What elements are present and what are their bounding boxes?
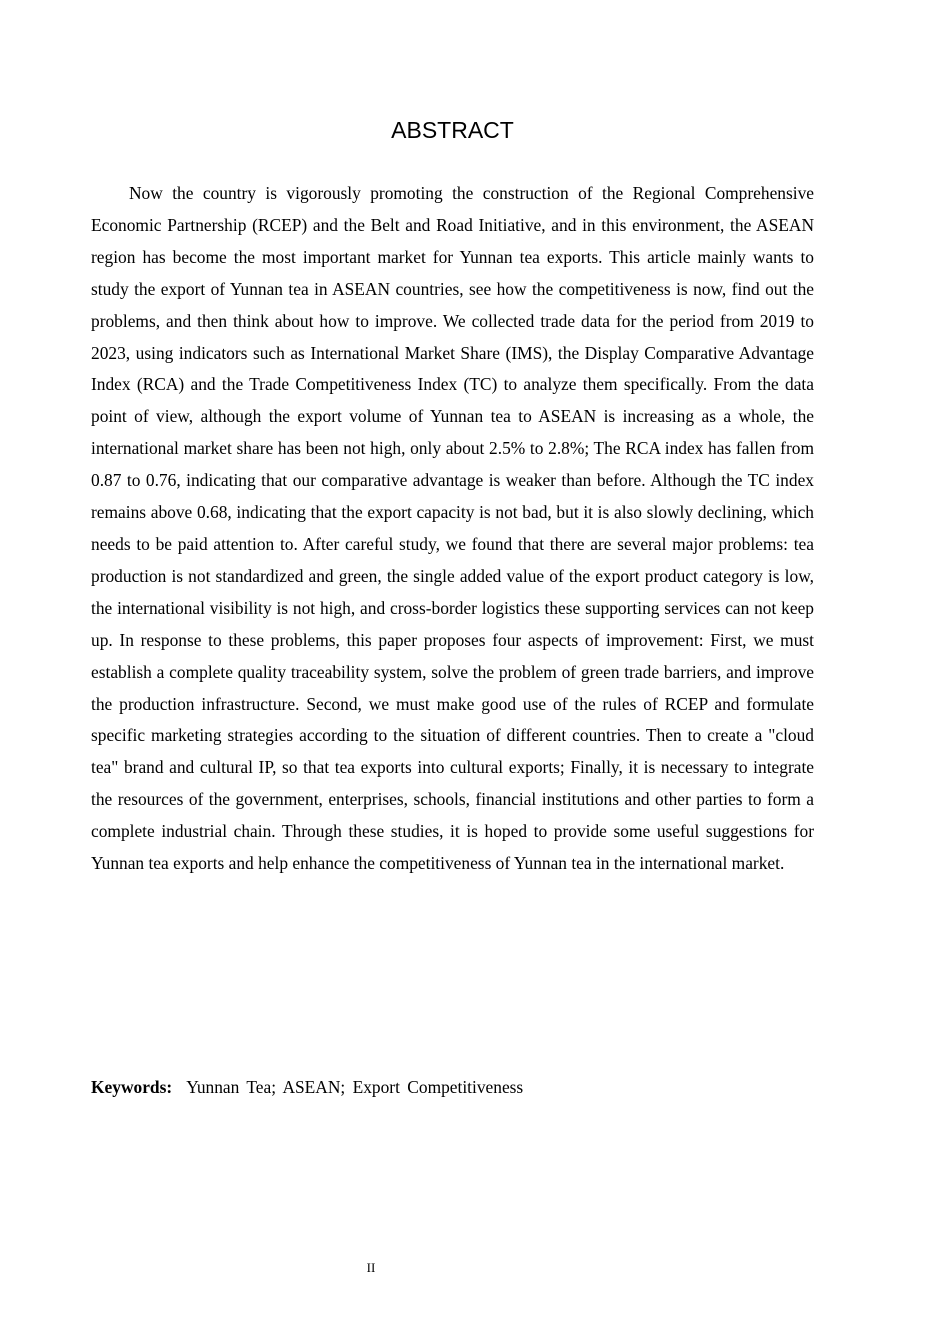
keywords-label: Keywords: <box>91 1077 173 1097</box>
abstract-title: ABSTRACT <box>391 117 514 143</box>
keywords-line <box>91 1073 814 1101</box>
page-number: II <box>366 1260 376 1275</box>
keywords-list: Yunnan Tea; ASEAN; Export Competitiveness <box>186 1077 524 1097</box>
abstract-body: Now the country is vigorously promoting the construction of the Regional Comprehensive Economic Partnership (RCEP) and the Belt and Road Initiative, and in this environment, the ASEAN region has become the most important market for Yunnan tea exports. This article mainly wants to study the export of Yunnan tea in ASEAN countries, see how the competitiveness is now, find out the problems, and then think about how to improve. We collected trade data for the period from 2019 to 2023, using indicators such as International Market Share (IMS), the Display Comparative Advantage Index (RCA) and the Trade Competitiveness Index (TC) to analyze them specifically. From the data point of view, although the export volume of Yunnan tea to ASEAN is increasing as a whole, the international market share has been not high, only about 2.5% to 2.8%; The RCA index has fallen from 0.87 to 0.76, indicating that our comparative advantage is weaker than before. Although the TC index remains above 0.68, indicating that the export capacity is not bad, but it is also slowly declining, which needs to be paid attention to. After careful study, we found that there are several major problems: tea production is not standardized and green, the single added value of the export product category is low, the international visibility is not high, and cross-border logistics these supporting services can not keep up. In response to these problems, this paper proposes four aspects of improvement: First, we must establish a complete quality traceability system, solve the problem of green trade barriers, and improve the production infrastructure. Second, we must make good use of the rules of RCEP and formulate specific marketing strategies according to the situation of different countries. Then to create a "cloud tea" brand and cultural IP, so that tea exports into cultural exports; Finally, it is necessary to integrate the resources of the government, enterprises, schools, financial institutions and other parties to form a complete industrial chain. Through these studies, it is hoped to provide some useful suggestions for Yunnan tea exports and help enhance the competitiveness of Yunnan tea in the international market. <box>91 183 814 874</box>
